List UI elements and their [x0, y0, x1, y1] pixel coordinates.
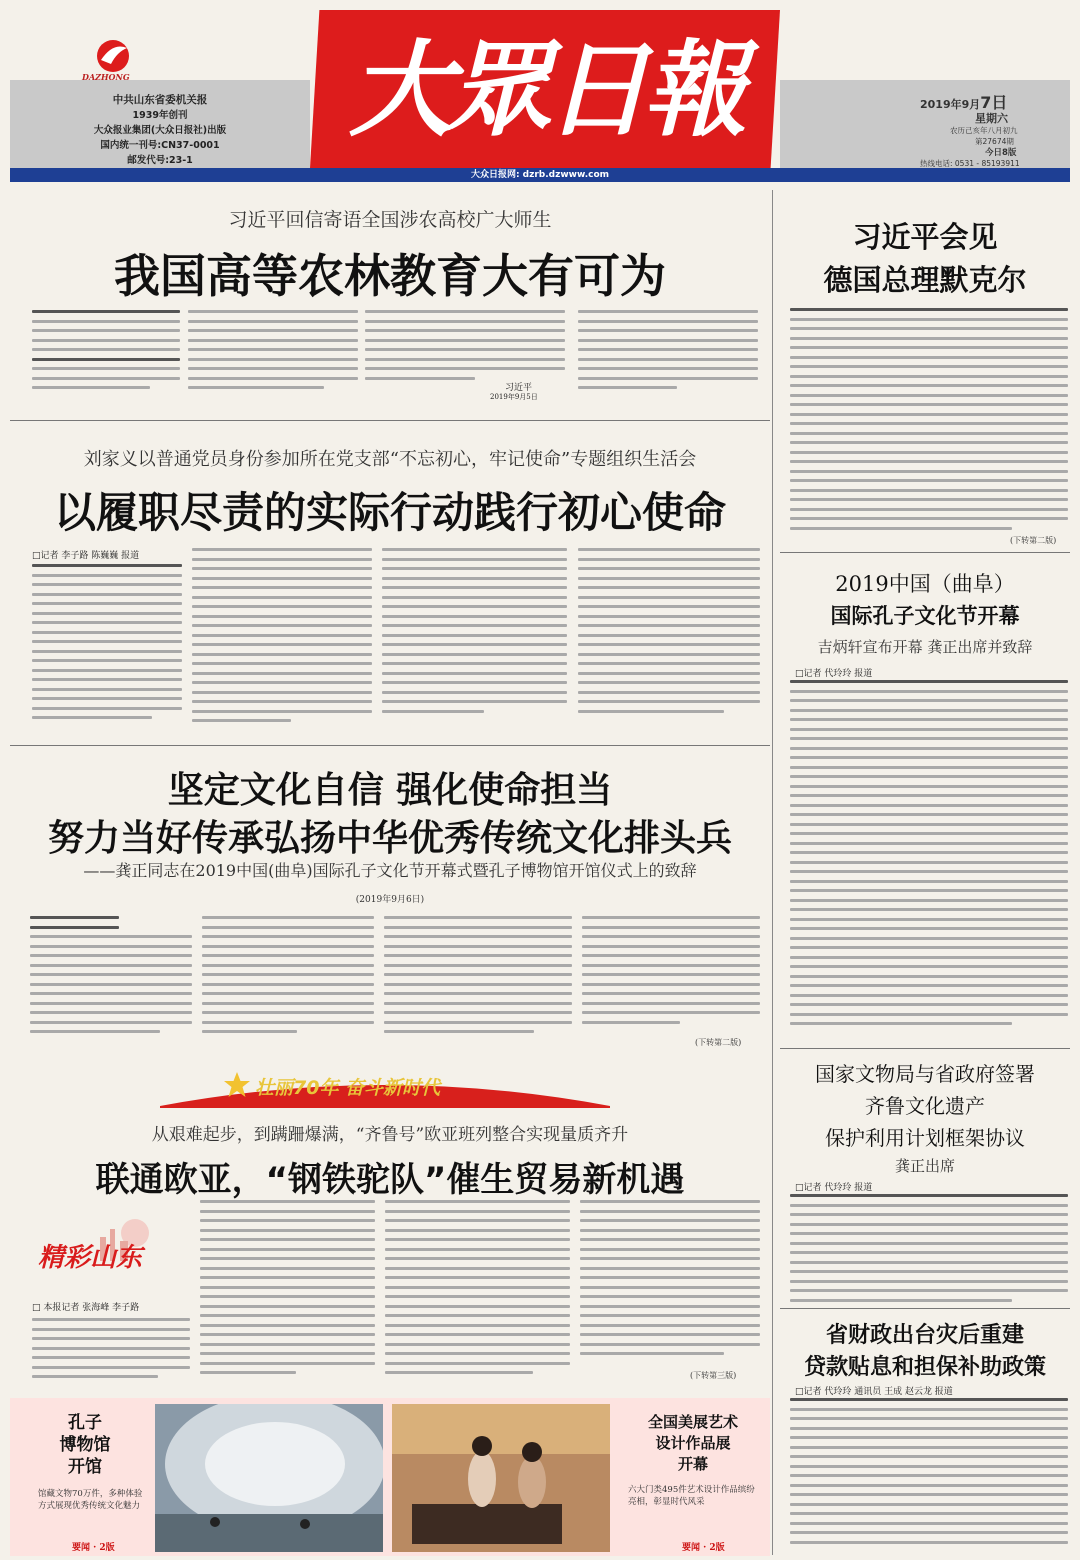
- art-exhibit-photo: [392, 1404, 610, 1552]
- story2-text-col-2: [192, 548, 372, 729]
- hotline: 热线电话: 0531 - 85193911: [920, 159, 1020, 168]
- jingcai-shandong-logo: [30, 1215, 190, 1295]
- issue-number: 第27674期: [975, 137, 1014, 146]
- story2-text-col-3: [382, 548, 567, 729]
- right-story3-title-line3[interactable]: 保护利用计划框架协议: [825, 1126, 1025, 1150]
- divider-2: [10, 745, 770, 746]
- date-day: 7日: [980, 93, 1008, 112]
- museum-page-ref[interactable]: 要闻 · 2版: [72, 1543, 115, 1553]
- museum-promo[interactable]: [10, 1398, 390, 1556]
- story1-text-col-3: [365, 310, 565, 402]
- date-prefix: 2019年9月: [920, 98, 981, 111]
- right-story2-subtitle: 吉炳轩宣布开幕 龚正出席并致辞: [817, 638, 1033, 656]
- museum-caption-body: 馆藏文物70万件，多种体验方式展现优秀传统文化魅力: [38, 1489, 143, 1511]
- story1-signature-date: 2019年9月5日: [490, 393, 538, 401]
- museum-caption-title: [30, 1412, 140, 1478]
- right-divider-1: [780, 552, 1070, 553]
- art-caption-title-line3: 开幕: [677, 1455, 708, 1473]
- masthead-left-panel: [10, 80, 310, 170]
- right-story2-byline: □记者 代玲玲 报道: [795, 669, 873, 679]
- right-divider-3: [780, 1308, 1070, 1309]
- museum-caption-title-line3: 开馆: [68, 1457, 102, 1477]
- right-column-divider: [772, 190, 773, 1555]
- story1-text-col-2: [188, 310, 358, 402]
- right-story4-text: [790, 1398, 1068, 1556]
- right-story1-continued: (下转第二版): [1010, 536, 1057, 545]
- right-story3-title-line1[interactable]: 国家文物局与省政府签署: [815, 1062, 1035, 1086]
- weekday: 星期六: [975, 112, 1008, 125]
- story4-text-col-4: [580, 1200, 760, 1365]
- story3-text-col-1: [30, 916, 192, 1048]
- right-divider-2: [780, 1048, 1070, 1049]
- star-icon: [222, 1070, 252, 1100]
- story4-kicker: 从艰难起步，到蹒跚爆满，“齐鲁号”欧亚班列整合实现量质齐升: [151, 1125, 629, 1145]
- story3-headline-line2[interactable]: 努力当好传承弘扬中华优秀传统文化排头兵: [47, 818, 732, 859]
- divider-1: [10, 420, 770, 421]
- story3-subtitle: ——龚正同志在2019中国(曲阜)国际孔子文化节开幕式暨孔子博物馆开馆仪式上的致辞: [83, 861, 697, 880]
- story3-continued: (下转第二版): [695, 1038, 742, 1047]
- jingcai-shandong-text: 精彩山东: [38, 1243, 143, 1273]
- page-count: 今日8版: [985, 148, 1017, 158]
- story3-text-col-4: [582, 916, 760, 1034]
- art-page-ref[interactable]: 要闻 · 2版: [682, 1543, 725, 1553]
- museum-photo: [155, 1404, 383, 1552]
- paper-nameplate: 大眾日報: [348, 28, 741, 151]
- right-story3-subtitle: 龚正出席: [894, 1157, 955, 1175]
- anniversary-banner-text: 壮丽70年 奋斗新时代: [255, 1077, 441, 1099]
- masthead-right-panel: [780, 80, 1070, 170]
- story3-text-col-2: [202, 916, 374, 1048]
- story1-headline[interactable]: 我国高等农林教育大有可为: [114, 249, 666, 303]
- story3-text-col-3: [384, 916, 572, 1048]
- story2-headline[interactable]: 以履职尽责的实际行动践行初心使命: [53, 488, 726, 537]
- right-story1-text: [790, 308, 1068, 536]
- story1-text-col-4: [578, 310, 758, 402]
- right-story3-text: [790, 1194, 1068, 1302]
- story2-text-col-4: [578, 548, 760, 729]
- masthead-line-3: 大众报业集团(大众日报社)出版: [93, 125, 227, 136]
- story4-continued: (下转第三版): [690, 1371, 737, 1380]
- story4-headline[interactable]: 联通欧亚，“钢铁驼队”催生贸易新机遇: [95, 1160, 685, 1200]
- story4-text-col-2: [200, 1200, 375, 1380]
- right-story2-text: [790, 680, 1068, 1040]
- masthead-line-4: 国内统一刊号:CN37-0001: [100, 140, 220, 151]
- right-story2-title-line2[interactable]: 国际孔子文化节开幕: [830, 603, 1020, 628]
- art-caption-title-line2: 设计作品展: [655, 1434, 731, 1452]
- masthead-line-5: 邮发代号:23-1: [127, 155, 193, 166]
- story1-kicker: 习近平回信寄语全国涉农高校广大师生: [228, 209, 552, 231]
- lunar-date: 农历己亥年八月初九: [950, 126, 1018, 135]
- story2-kicker: 刘家义以普通党员身份参加所在党支部“不忘初心，牢记使命”专题组织生活会: [83, 449, 697, 470]
- masthead-line-2: 1939年创刊: [132, 110, 188, 121]
- logo-caption: DAZHONG: [82, 72, 130, 82]
- art-caption-body: 六大门类495件艺术设计作品缤纷亮相，彰显时代风采: [628, 1485, 755, 1507]
- right-story3-byline: □记者 代玲玲 报道: [795, 1183, 873, 1193]
- story1-text-col-1: [32, 310, 180, 402]
- masthead-line-1: 中共山东省委机关报: [112, 94, 208, 106]
- story4-text-col-1: [32, 1318, 190, 1380]
- right-story4-byline: □记者 代玲玲 通讯员 王成 赵云龙 报道: [795, 1387, 953, 1397]
- story3-headline-line1[interactable]: 坚定文化自信 强化使命担当: [167, 770, 613, 811]
- story3-date: (2019年9月6日): [355, 895, 425, 905]
- story1-signature: 习近平: [505, 383, 533, 393]
- right-story2-title-line1[interactable]: 2019中国（曲阜）: [835, 572, 1015, 596]
- art-caption-title: [618, 1412, 768, 1475]
- right-story1-title-line1[interactable]: 习近平会见: [852, 220, 998, 254]
- story2-text-col-1: [32, 564, 182, 729]
- right-story4-title-line2[interactable]: 贷款贴息和担保补助政策: [803, 1354, 1046, 1380]
- logo-icon: [95, 38, 131, 74]
- art-exhibit-promo[interactable]: [390, 1398, 770, 1556]
- masthead: [10, 10, 1070, 168]
- right-story4-title-line1[interactable]: 省财政出台灾后重建: [825, 1322, 1024, 1348]
- story2-byline: □记者 李子路 陈巍巍 报道: [32, 551, 140, 561]
- right-story3-title-line2[interactable]: 齐鲁文化遗产: [865, 1094, 985, 1118]
- art-caption-title-line1: 全国美展艺术: [647, 1413, 738, 1431]
- museum-caption-title-line2: 博物馆: [59, 1435, 111, 1455]
- story4-text-col-3: [385, 1200, 570, 1380]
- story4-byline: □ 本报记者 张海峰 李子路: [32, 1303, 140, 1313]
- museum-caption-title-line1: 孔子: [68, 1413, 102, 1433]
- website-bar[interactable]: 大众日报网: dzrb.dzwww.com: [10, 168, 1070, 182]
- right-story1-title-line2[interactable]: 德国总理默克尔: [823, 263, 1027, 297]
